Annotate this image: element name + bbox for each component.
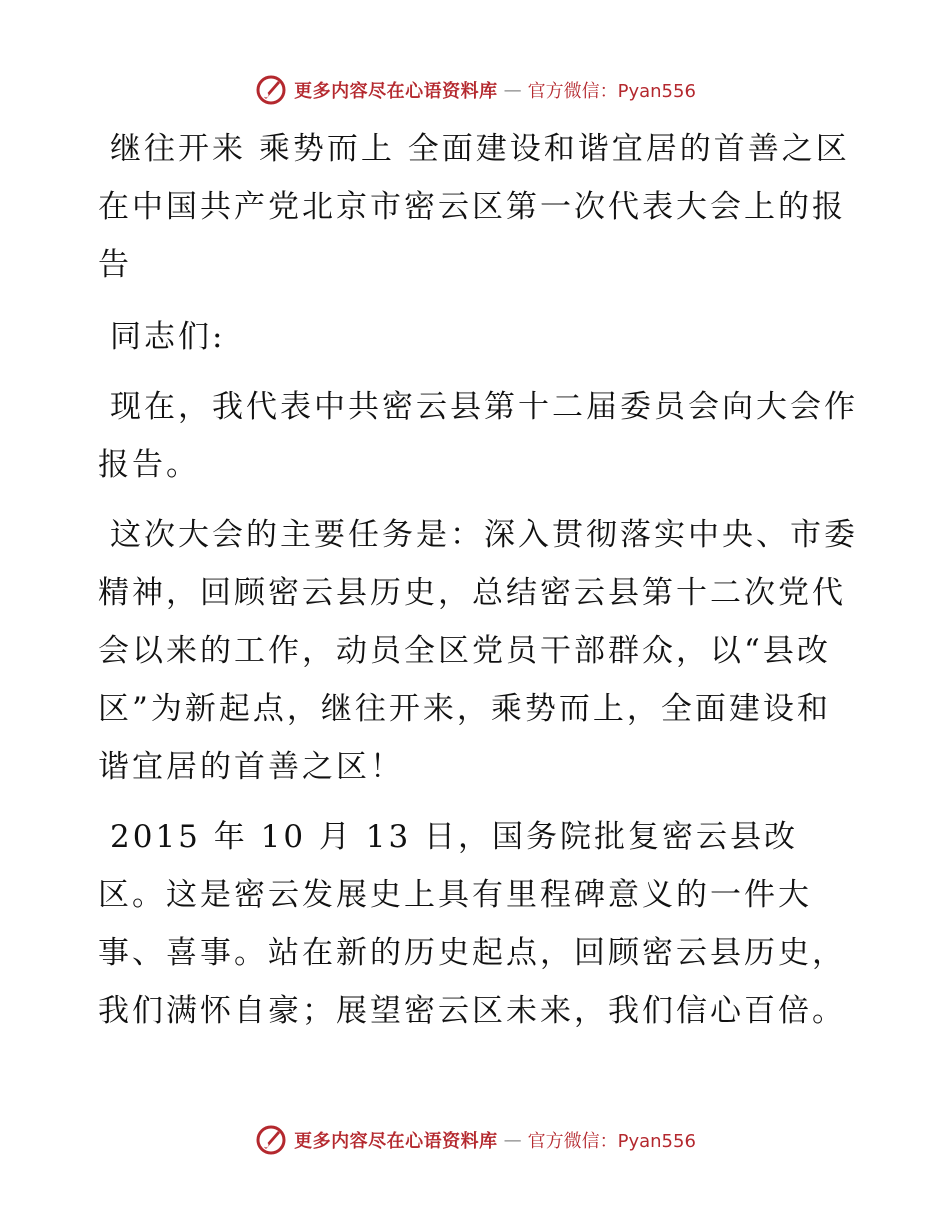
- banner-site-text: 更多内容尽在心语资料库: [294, 81, 498, 102]
- quill-circle-logo-icon: [254, 73, 288, 107]
- quill-circle-logo-icon: [254, 1123, 288, 1157]
- header-banner: [0, 70, 950, 110]
- banner-wechat-text: 官方微信：Pyan556: [527, 1131, 696, 1152]
- banner-separator: —: [503, 79, 522, 101]
- document-body: [98, 120, 858, 1052]
- footer-banner: [0, 1120, 950, 1160]
- banner-separator: —: [503, 1129, 522, 1151]
- document-title: 继往开来 乘势而上 全面建设和谐宜居的首善之区 在中国共产党北京市密云区第一次代表大会上的报告: [98, 131, 850, 283]
- paragraph: 现在，我代表中共密云县第十二届委员会向大会作报告。: [98, 389, 858, 483]
- paragraph: 2015 年 10 月 13 日，国务院批复密云县改区。这是密云发展史上具有里程碑意义的一件大事、喜事。站在新的历史起点，回顾密云县历史，我们满怀自豪；展望密云区未来，我们信心百倍。: [98, 819, 846, 1029]
- paragraph-greeting: 同志们:: [110, 319, 226, 355]
- banner-wechat-text: 官方微信：Pyan556: [527, 81, 696, 102]
- paragraph: 这次大会的主要任务是：深入贯彻落实中央、市委精神，回顾密云县历史，总结密云县第十二次党代会以来的工作，动员全区党员干部群众，以“县改区”为新起点，继往开来，乘势而上，全面建设和谐宜居的首善之区！: [98, 517, 858, 785]
- banner-site-text: 更多内容尽在心语资料库: [294, 1131, 498, 1152]
